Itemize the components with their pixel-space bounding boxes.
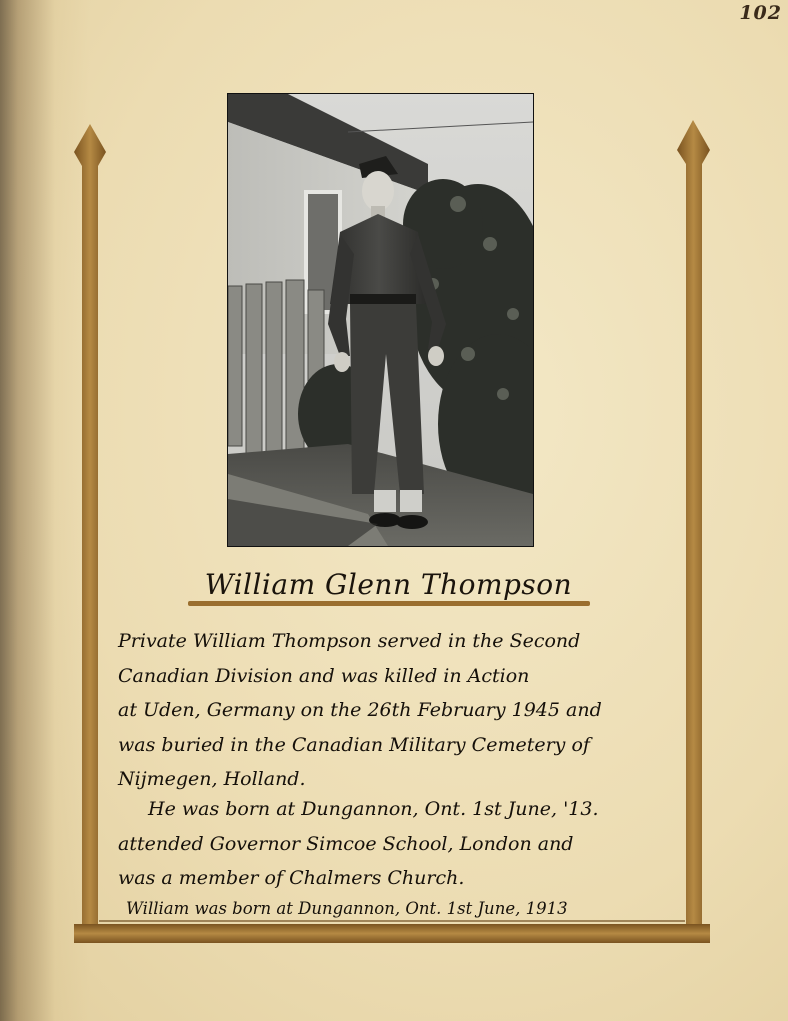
text-line: attended Governor Simcoe School, London and bbox=[118, 832, 574, 855]
text-line: Canadian Division and was killed in Action bbox=[118, 664, 530, 687]
text-line: at Uden, Germany on the 26th February 1945 and bbox=[118, 699, 602, 721]
page-number: 102 bbox=[739, 2, 782, 24]
service-paragraph bbox=[118, 624, 678, 797]
left-post bbox=[74, 124, 106, 925]
text-line: was buried in the Canadian Military Cemetery of bbox=[118, 733, 590, 756]
name-underline bbox=[188, 601, 590, 606]
biography-paragraph bbox=[118, 792, 678, 896]
text-line: Private William Thompson served in the Second bbox=[118, 630, 581, 652]
text-line: He was born at Dungannon, Ont. 1st June, '13. bbox=[148, 798, 599, 820]
photo-scene bbox=[228, 94, 533, 546]
text-line: Nijmegen, Holland. bbox=[118, 768, 306, 790]
footer-note: William was born at Dungannon, Ont. 1st June, 1913 bbox=[126, 899, 568, 918]
portrait-photo bbox=[228, 94, 533, 546]
bottom-rail bbox=[74, 924, 710, 943]
text-line: was a member of Chalmers Church. bbox=[118, 867, 465, 889]
soldier-name-heading: William Glenn Thompson bbox=[204, 568, 573, 601]
right-post bbox=[677, 120, 710, 940]
